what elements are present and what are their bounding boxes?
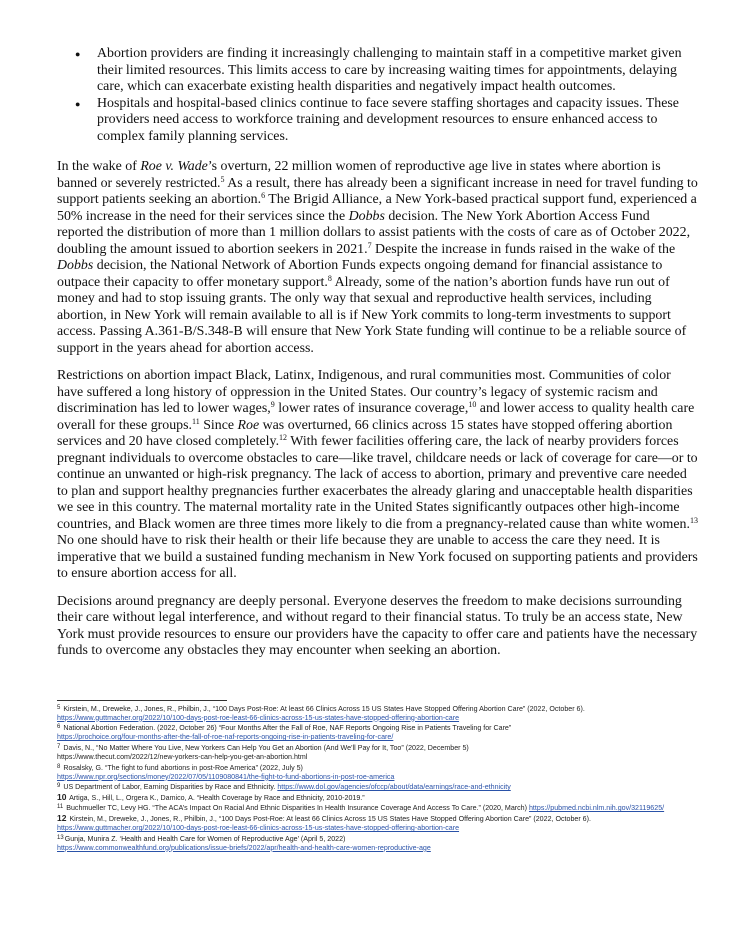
footnote-link[interactable]: https://pubmed.ncbi.nlm.nih.gov/32119625/ [528, 804, 665, 813]
footnote-11: $^{11}$ Buchmueller TC, Levy HG. “The ACA’s Impact On Racial And Ethnic Disparities In Health Insurance Coverage And Access To Care.” (2020, March) https://pubmed.ncbi.nlm.nih.gov/32119625/ [57, 804, 665, 813]
footnote-6: $^6$ National Abortion Federation. (2022, October 26) “Four Months After the Fall of Roe, NAF Reports Ongoing Rise in Patients Traveling for Care” https://prochoice.org/four-months-after-the-fall-of-roe-naf-reports-ongoing-rise-in-patients-traveling-for-care/ [57, 723, 698, 742]
paragraph-disparities: Restrictions on abortion impact Black, Latinx, Indigenous, and rural communities most. Communities of color have suffered a long history of oppression in the United States. Our country’s legacy of systemic racism and discrimination has led to lower wages,$^9$ lower rates of insurance coverage,$^{10}$ and lower access to quality health care overall for these groups.$^{11}$ Since Roe was overturned, 66 clinics across 15 states have stopped offering abortion services and 20 have closed completely.$^{12}$ With fewer facilities offering care, the lack of nearby providers forces pregnant individuals to overcome obstacles to care—like travel, childcare needs or lack of coverage for care—or to continue an unwanted or high-risk pregnancy. The lack of access to abortion, primary and preventive care needed to plan and support healthy pregnancies further exacerbates the already glaring and unacceptable health disparities we see in this country. The maternal mortality rate in the United States significantly outpaces other high-income countries, and Black women are three times more likely to die from a pregnancy-related cause than white women.$^{13}$ No one should have to risk their health or their life because they are unable to access the care they need. It is imperative that we build a sustained funding mechanism in New York focused on supporting patients and providers to ensure abortion access for all. [57, 368, 698, 581]
footnote-12: 12 Kirstein, M., Dreweke, J., Jones, R., Philbin, J., “100 Days Post-Roe: At least 66 Clinics Across 15 US States Have Stopped Offering Abortion Care” (2022, October 6). https://www.guttmacher.org/2022/10/100-days-post-roe-least-66-clinics-across-15-us-states-have-stopped-offering-abortion-care [57, 814, 698, 833]
footnote-ref[interactable]: 11 [192, 416, 200, 426]
footnote-ref[interactable]: 8 [327, 273, 332, 283]
bullet-item: ● Hospitals and hospital-based clinics continue to face severe staffing shortages and capacity issues. These providers need access to workforce training and development resources to ensure enhanced access to complex family planning services. [97, 96, 698, 146]
footnotes [57, 704, 698, 853]
footnote-ref[interactable]: 13 [689, 515, 698, 525]
footnote-ref[interactable]: 12 [279, 433, 288, 442]
footnote-link[interactable]: https://www.commonwealthfund.org/publications/issue-briefs/2022/apr/health-and-health-care-women-reproductive-age [57, 843, 431, 852]
footnote-link[interactable]: https://www.guttmacher.org/2022/10/100-days-post-roe-least-66-clinics-across-15-us-states-have-stopped-offering-abortion-care [57, 824, 460, 833]
footnote-link[interactable]: https://www.guttmacher.org/2022/10/100-days-post-roe-least-66-clinics-across-15-us-states-have-stopped-offering-abortion-care [57, 713, 460, 722]
footnote-ref[interactable]: 6 [261, 191, 266, 200]
footnote-ref[interactable]: 5 [220, 174, 225, 184]
footnote-link[interactable]: https://www.dol.gov/agencies/ofccp/about/data/earnings/race-and-ethnicity [277, 783, 511, 792]
footnote-5: $^5$ Kirstein, M., Dreweke, J., Jones, R., Philbin, J., “100 Days Post-Roe: At least 66 Clinics Across 15 US States Have Stopped Offering Abortion Care” (2022, October 6). https://www.guttmacher.org/2022/10/100-days-post-roe-least-66-clinics-across-15-us-states-have-stopped-offering-abortion-care [57, 704, 698, 723]
footnote-13: $^{13}$Gunja, Munira Z. ‘Health and Health Care for Women of Reproductive Age’ (April 5, 2022) https://www.commonwealthfund.org/publications/issue-briefs/2022/apr/health-and-health-care-women-reproductive-age [57, 834, 698, 853]
footnote-plain-url: https://www.thecut.com/2022/12/new-yorkers-can-help-you-get-an-abortion.html [57, 752, 308, 761]
bullet-list [57, 46, 698, 145]
footnote-link[interactable]: https://prochoice.org/four-months-after-the-fall-of-roe-naf-reports-ongoing-rise-in-patients-traveling-for-care/ [57, 733, 394, 742]
footnote-ref[interactable]: 7 [367, 240, 372, 250]
paragraph-conclusion: Decisions around pregnancy are deeply personal. Everyone deserves the freedom to make decisions surrounding their care without legal interference, and without regard to their financial status. To truly be an access state, New York must provide resources to ensure our providers have the capacity to offer care and patients have the necessary funds to overcome any obstacles they may encounter when seeking an abortion. [57, 593, 698, 658]
bullet-item: ● Abortion providers are finding it increasingly challenging to maintain staff in a competitive market given their limited resources. This limits access to care by increasing waiting times for appointments, delaying care, which can exacerbate existing health disparities and negatively impact health outcomes. [97, 46, 698, 96]
footnote-10: 10 Artiga, S., Hill, L., Orgera K., Damico, A. “Health Coverage by Race and Ethnicity, 2010-2019.” [57, 791, 365, 802]
paragraph-travel-funding: In the wake of Roe v. Wade’s overturn, 22 million women of reproductive age live in states where abortion is banned or severely restricted.$^5$ As a result, there has already been a significant increase in need for travel funding to support patients seeking an abortion.$^6$ The Brigid Alliance, a New York-based practical support fund, experienced a 50% increase in the need for their services since the Dobbs decision. The New York Abortion Access Fund reported the distribution of more than 1 million dollars to assist patients with the costs of care as of October 2022, doubling the amount issued to abortion seekers in 2021.$^7$ Despite the increase in funds raised in the wake of the Dobbs decision, the National Network of Abortion Funds expects ongoing demand for financial assistance to outpace their capacity to offer monetary support.$^8$ Already, some of the nation’s abortion funds have run out of money and had to stop issuing grants. The only way that sexual and reproductive health services, including abortion, in New York will remain available to all is if New York commits to long-term investments to support access. Passing A.361-B/S.348-B will ensure that New York State funding will continue to be a reliable source of support in the years ahead for abortion access. [57, 159, 698, 356]
footnote-ref[interactable]: 9 [270, 400, 275, 409]
footnote-7: $^7$ Davis, N., “No Matter Where You Live, New Yorkers Can Help You Get an Abortion (And We’ll Pay for It, Too” (2022, December 5) https://www.thecut.com/2022/12/new-yorkers-can-help-you-get-an-abortion.html [57, 743, 469, 761]
footnote-ref[interactable]: 10 [468, 400, 477, 409]
footnote-link[interactable]: https://www.npr.org/sections/money/2022/07/05/1109080841/the-fight-to-fund-abortions-in-post-roe-america [57, 772, 395, 781]
footnote-9: $^9$ US Department of Labor, Earning Disparities by Race and Ethnicity. https://www.dol.gov/agencies/ofccp/about/data/earnings/race-and-ethnicity [57, 783, 511, 792]
footnote-divider [57, 700, 227, 701]
footnote-8: $^8$ Rosalsky, G. “The fight to fund abortions in post-Roe America” (2022, July 5) https://www.npr.org/sections/money/2022/07/05/1109080841/the-fight-to-fund-abortions-in-post-roe-america [57, 763, 698, 782]
